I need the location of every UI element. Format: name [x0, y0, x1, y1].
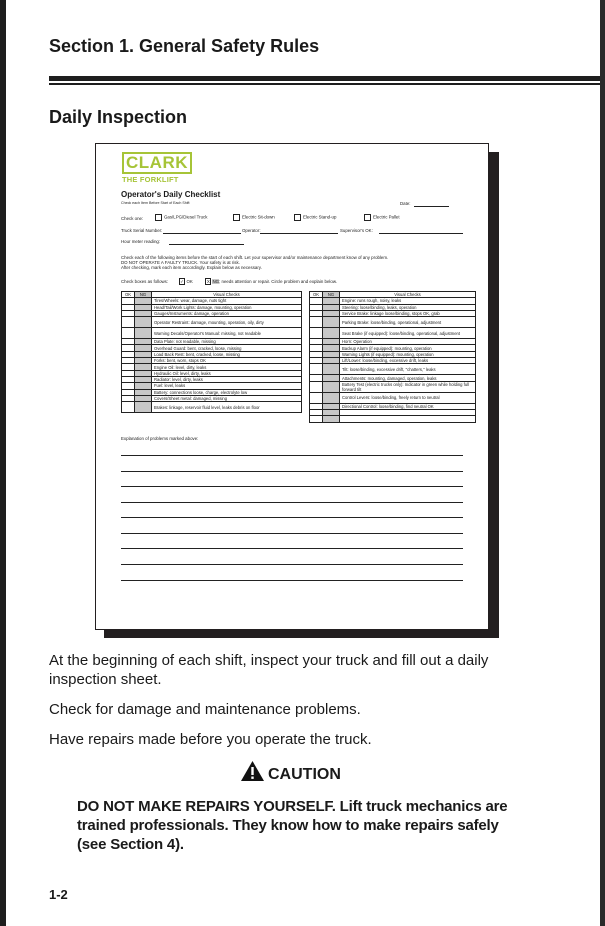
- logo-tagline: THE FORKLIFT: [122, 175, 179, 184]
- ok-cell: [122, 402, 135, 413]
- legend-label: Check boxes as follows:: [121, 279, 169, 284]
- check-item: Control Levers: loose/binding, freely return to neutral: [340, 392, 476, 403]
- col-ok: OK: [310, 292, 323, 298]
- check-one-label: Check one:: [121, 216, 144, 221]
- check-item: Radiator: level, dirty, leaks: [152, 376, 302, 382]
- checkbox: [233, 214, 240, 221]
- check-item: Data Plate: not readable, missing: [152, 339, 302, 345]
- ng-cell: [135, 328, 152, 339]
- check-item: Directional Control: loose/binding, find neutral OK: [340, 403, 476, 409]
- check-item: Fuel: level, leaks: [152, 383, 302, 389]
- visual-checks-table-left: [121, 291, 302, 413]
- check-item: Load Back Rest: bent, cracked, loose, missing: [152, 351, 302, 357]
- check-item: Warning Decals/Operator's Manual: missing, not readable: [152, 328, 302, 339]
- header-rule-thin: [49, 83, 600, 85]
- supervisor-line: [379, 233, 463, 234]
- checklist-form-image: [95, 143, 489, 630]
- ok-cell: [310, 328, 323, 339]
- ok-cell: [310, 381, 323, 392]
- ok-cell: [122, 328, 135, 339]
- explanation-line: [121, 580, 463, 581]
- check-item: Gauges/Instruments: damage, operation: [152, 310, 302, 316]
- check-item: Battery Test (electric trucks only): Indicator in green while holding full forward tilt: [340, 381, 476, 392]
- check-item: [340, 416, 476, 422]
- checkbox: [155, 214, 162, 221]
- serial-line: [163, 233, 241, 234]
- check-item: Brakes: linkage, reservoir fluid level, leaks debris on floor: [152, 402, 302, 413]
- checklist-row: [310, 328, 476, 339]
- page-left-edge: [0, 0, 6, 926]
- hour-meter-label: Hour meter reading:: [121, 239, 161, 244]
- check-item: Battery: connections loose, charge, electrolyte low: [152, 389, 302, 395]
- ng-cell: [323, 317, 340, 328]
- checklist-row: [310, 392, 476, 403]
- truck-type-sit-down: Electric Sit-down: [233, 214, 275, 221]
- ok-cell: [310, 392, 323, 403]
- check-item: Lift/Lower: loose/binding, excessive drift, leaks: [340, 358, 476, 364]
- ok-cell: [122, 317, 135, 328]
- ok-cell: [310, 416, 323, 422]
- checklist-row: [310, 381, 476, 392]
- truck-type-stand-up: Electric Stand-up: [294, 214, 336, 221]
- warning-triangle-icon: [240, 760, 265, 782]
- checklist-row: [310, 416, 476, 422]
- header-rule-thick: [49, 76, 600, 81]
- explanation-line: [121, 486, 463, 487]
- explanation-line: [121, 564, 463, 565]
- legend: [121, 279, 337, 285]
- instruction-3: After checking, mark each item accordingly. Explain below as necessary.: [121, 265, 262, 270]
- check-item: Engine Oil: level, dirty, leaks: [152, 364, 302, 370]
- explanation-line: [121, 517, 463, 518]
- ng-cell: [135, 402, 152, 413]
- legend-ng-desc: ; needs attention or repair. Circle problem and explain below.: [219, 279, 337, 284]
- checklist-title: Operator's Daily Checklist: [121, 190, 221, 199]
- visual-checks-table-right: [309, 291, 476, 423]
- legend-ng-box: X: [206, 279, 210, 284]
- supervisor-label: Supervisor's OK:: [340, 228, 373, 233]
- ng-cell: [135, 317, 152, 328]
- hour-meter-line: [169, 244, 244, 245]
- serial-label: Truck Serial Number:: [121, 228, 163, 233]
- check-item: Parking Brake: loose/binding, operational, adjustment: [340, 317, 476, 328]
- caution-heading: [240, 760, 341, 784]
- ok-cell: [310, 364, 323, 375]
- paragraph-repairs: Have repairs made before you operate the truck.: [49, 731, 372, 748]
- check-item: Forks: bent, worn, stops OK: [152, 358, 302, 364]
- checklist-subtitle: Check each Item Before Start of Each Shift: [121, 201, 190, 205]
- col-ng: NG: [135, 292, 152, 298]
- operator-line: [260, 233, 338, 234]
- explanation-line: [121, 471, 463, 472]
- check-item: Operator Restraint: damage, mounting, operation, oily, dirty: [152, 317, 302, 328]
- col-visual-checks: Visual Checks: [152, 292, 302, 298]
- check-item: Covers/Sheet metal: damaged, missing: [152, 395, 302, 401]
- check-item: Engine: runs rough, noisy, leaks: [340, 298, 476, 304]
- date-line: [414, 206, 449, 207]
- checklist-row: [122, 402, 302, 413]
- explanation-line: [121, 455, 463, 456]
- checkbox: [294, 214, 301, 221]
- subsection-title: Daily Inspection: [49, 107, 188, 127]
- check-item: Head/Tail/Work Lights: damage, mounting, operation: [152, 304, 302, 310]
- date-label: Date:: [400, 201, 411, 206]
- check-item: Steering: loose/binding, leaks, operation: [340, 304, 476, 310]
- explanation-line: [121, 533, 463, 534]
- check-item: Hydraulic Oil: level, dirty, leaks: [152, 370, 302, 376]
- logo-brand: CLARK: [122, 152, 192, 174]
- paragraph-check-damage: Check for damage and maintenance problems.: [49, 701, 361, 718]
- ng-cell: [323, 328, 340, 339]
- truck-type-gas: Gas/LPG/Diesel Truck: [155, 214, 207, 221]
- check-item: Seat Brake (if equipped): loose/binding, operational, adjustment: [340, 328, 476, 339]
- caution-text: DO NOT MAKE REPAIRS YOURSELF. Lift truck mechanics are trained professionals. They know how to make repairs safely (see Section 4).: [77, 798, 508, 853]
- checklist-row: [122, 328, 302, 339]
- operator-label: Operator:: [242, 228, 261, 233]
- checklist-row: [122, 317, 302, 328]
- check-item: Tilt: loose/binding, excessive drift, "chatters," leaks: [340, 364, 476, 375]
- instruction-2: DO NOT OPERATE A FAULTY TRUCK. Your safety is at risk.: [121, 260, 240, 265]
- checklist-row: [310, 317, 476, 328]
- check-item: Warning Lights (if equipped): mounting, operation: [340, 351, 476, 357]
- caution-label: CAUTION: [268, 766, 341, 783]
- ng-cell: [323, 381, 340, 392]
- legend-ok-box: ✓: [180, 279, 184, 284]
- col-ok: OK: [122, 292, 135, 298]
- clark-logo: [122, 152, 192, 184]
- checkbox: [364, 214, 371, 221]
- page-number: 1-2: [49, 887, 68, 902]
- explanation-line: [121, 502, 463, 503]
- check-item: Overhead Guard: bent, cracked, loose, missing: [152, 345, 302, 351]
- check-item: Service Brake: linkage loose/binding, stops OK, grab: [340, 310, 476, 316]
- truck-type-pallet: Electric Pallet: [364, 214, 400, 221]
- explanation-line: [121, 548, 463, 549]
- ng-cell: [323, 364, 340, 375]
- section-title: Section 1. General Safety Rules: [49, 36, 320, 56]
- legend-ok: OK: [186, 279, 193, 284]
- col-visual-checks: Visual Checks: [340, 292, 476, 298]
- explanation-label: Explanation of problems marked above:: [121, 436, 199, 441]
- paragraph-inspect: At the beginning of each shift, inspect your truck and fill out a daily inspection sheet.: [49, 652, 489, 688]
- check-item: Attachments: mounting, damaged, operation, leaks: [340, 375, 476, 381]
- ng-cell: [323, 416, 340, 422]
- legend-ng: NG: [212, 279, 220, 284]
- col-ng: NG: [323, 292, 340, 298]
- page-right-edge: [600, 0, 605, 926]
- check-item: Backup Alarm (if equipped): mounting, operation: [340, 345, 476, 351]
- ok-cell: [310, 317, 323, 328]
- check-item: Tires/Wheels: wear, damage, nuts tight: [152, 298, 302, 304]
- check-item: Horn: Operation: [340, 339, 476, 345]
- checklist-row: [310, 364, 476, 375]
- ng-cell: [323, 392, 340, 403]
- instruction-1: Check each of the following items before the start of each shift. Let your supervisor and/or maintenance department know of any problem.: [121, 255, 389, 260]
